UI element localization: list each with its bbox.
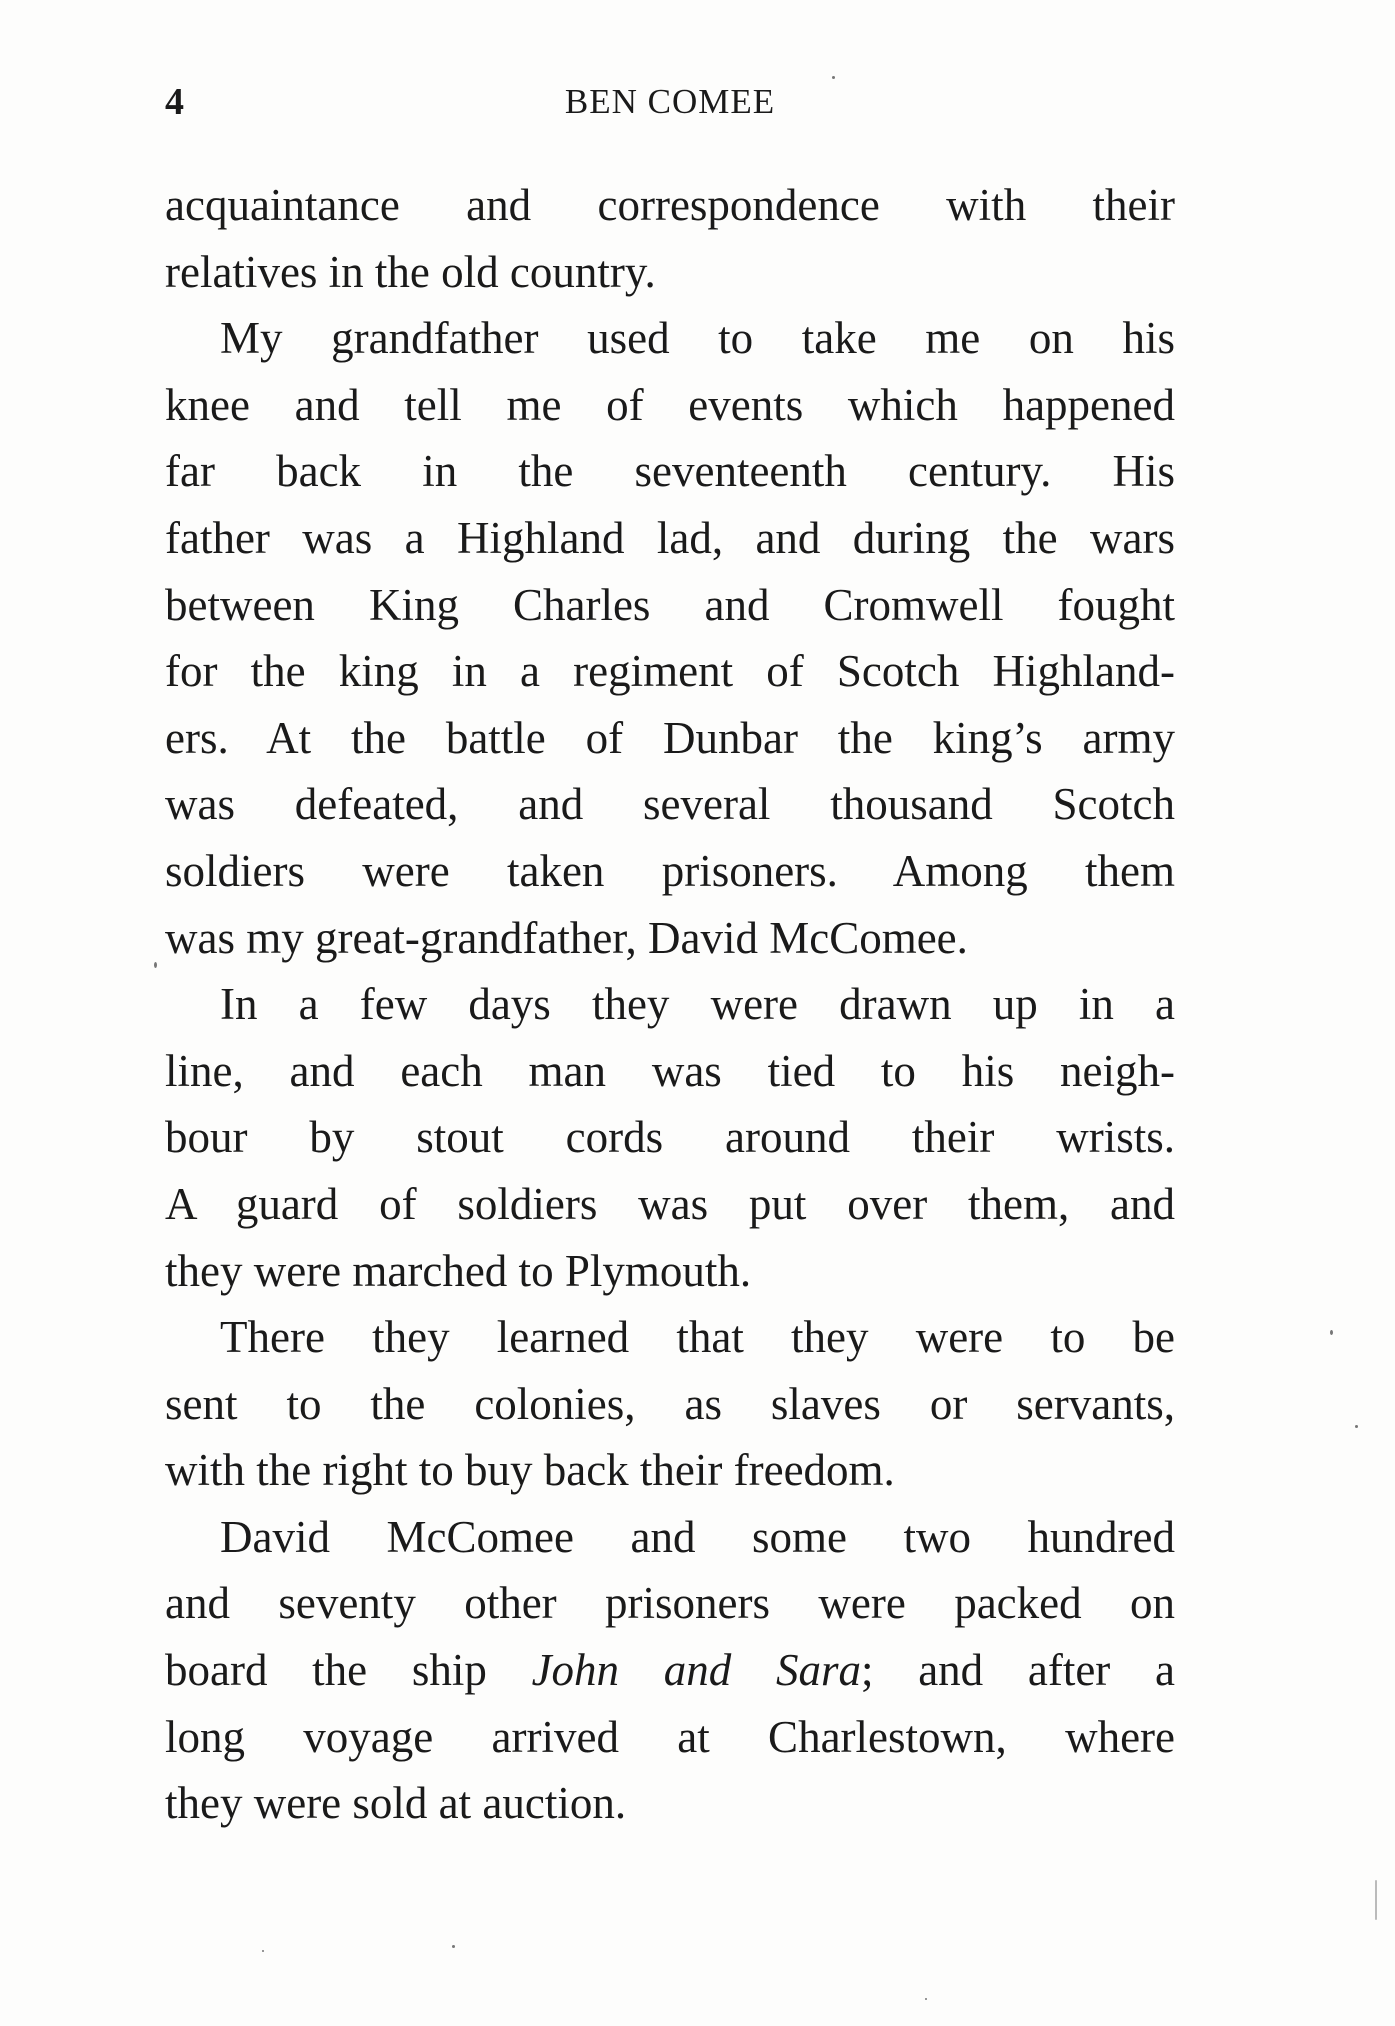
text-line: and seventy other prisoners were packed on <box>165 1578 1175 1629</box>
paper-speck <box>832 76 835 79</box>
paper-speck <box>1330 1330 1333 1335</box>
text-line: ers. At the battle of Dunbar the king’s army <box>165 712 1175 763</box>
text-line: they were sold at auction. <box>165 1778 627 1829</box>
running-title: BEN COMEE <box>564 82 776 121</box>
paper-speck <box>1355 1425 1358 1428</box>
paragraph <box>165 1504 1175 1837</box>
paragraph <box>165 305 1175 971</box>
text-fragment: board the ship <box>165 1645 532 1696</box>
paper-speck <box>262 1950 264 1952</box>
text-line: for the king in a regiment of Scotch Highland- <box>165 646 1175 697</box>
paper-speck <box>925 1998 927 2000</box>
paper-speck <box>154 962 157 968</box>
paragraph <box>165 1304 1175 1504</box>
text-line: sent to the colonies, as slaves or servants, <box>165 1378 1175 1429</box>
ship-name: John and Sara <box>531 1645 861 1696</box>
text-line: David McComee and some two hundred <box>220 1511 1175 1562</box>
text-line: soldiers were taken prisoners. Among them <box>165 845 1175 896</box>
text-line: line, and each man was tied to his neigh- <box>165 1045 1175 1096</box>
text-line: was my great-grandfather, David McComee. <box>165 912 968 963</box>
text-line: was defeated, and several thousand Scotch <box>165 779 1175 830</box>
text-line: relatives in the old country. <box>165 246 656 297</box>
paper-speck <box>452 1945 455 1948</box>
text-line: between King Charles and Cromwell fought <box>165 579 1175 630</box>
text-fragment: ; and after a <box>860 1645 1175 1696</box>
text-line: acquaintance and correspondence with their <box>165 180 1175 230</box>
text-line: bour by stout cords around their wrists. <box>165 1112 1175 1163</box>
running-head <box>165 80 1175 130</box>
text-line-with-italic <box>165 1637 1175 1704</box>
text-line: far back in the seventeenth century. His <box>165 446 1175 497</box>
paragraph <box>165 172 1175 305</box>
text-line: father was a Highland lad, and during the wars <box>165 512 1175 563</box>
page-number: 4 <box>165 81 184 123</box>
paper-speck <box>1375 1880 1377 1920</box>
text-line: with the right to buy back their freedom. <box>165 1445 895 1496</box>
text-line: knee and tell me of events which happened <box>165 379 1175 430</box>
body-text <box>165 172 1175 1837</box>
text-line: they were marched to Plymouth. <box>165 1245 752 1296</box>
text-line: My grandfather used to take me on his <box>220 313 1175 364</box>
text-line: In a few days they were drawn up in a <box>220 979 1175 1030</box>
text-line: long voyage arrived at Charlestown, where <box>165 1711 1175 1762</box>
text-line: There they learned that they were to be <box>220 1312 1175 1363</box>
text-line: A guard of soldiers was put over them, and <box>165 1178 1175 1229</box>
paragraph <box>165 971 1175 1304</box>
